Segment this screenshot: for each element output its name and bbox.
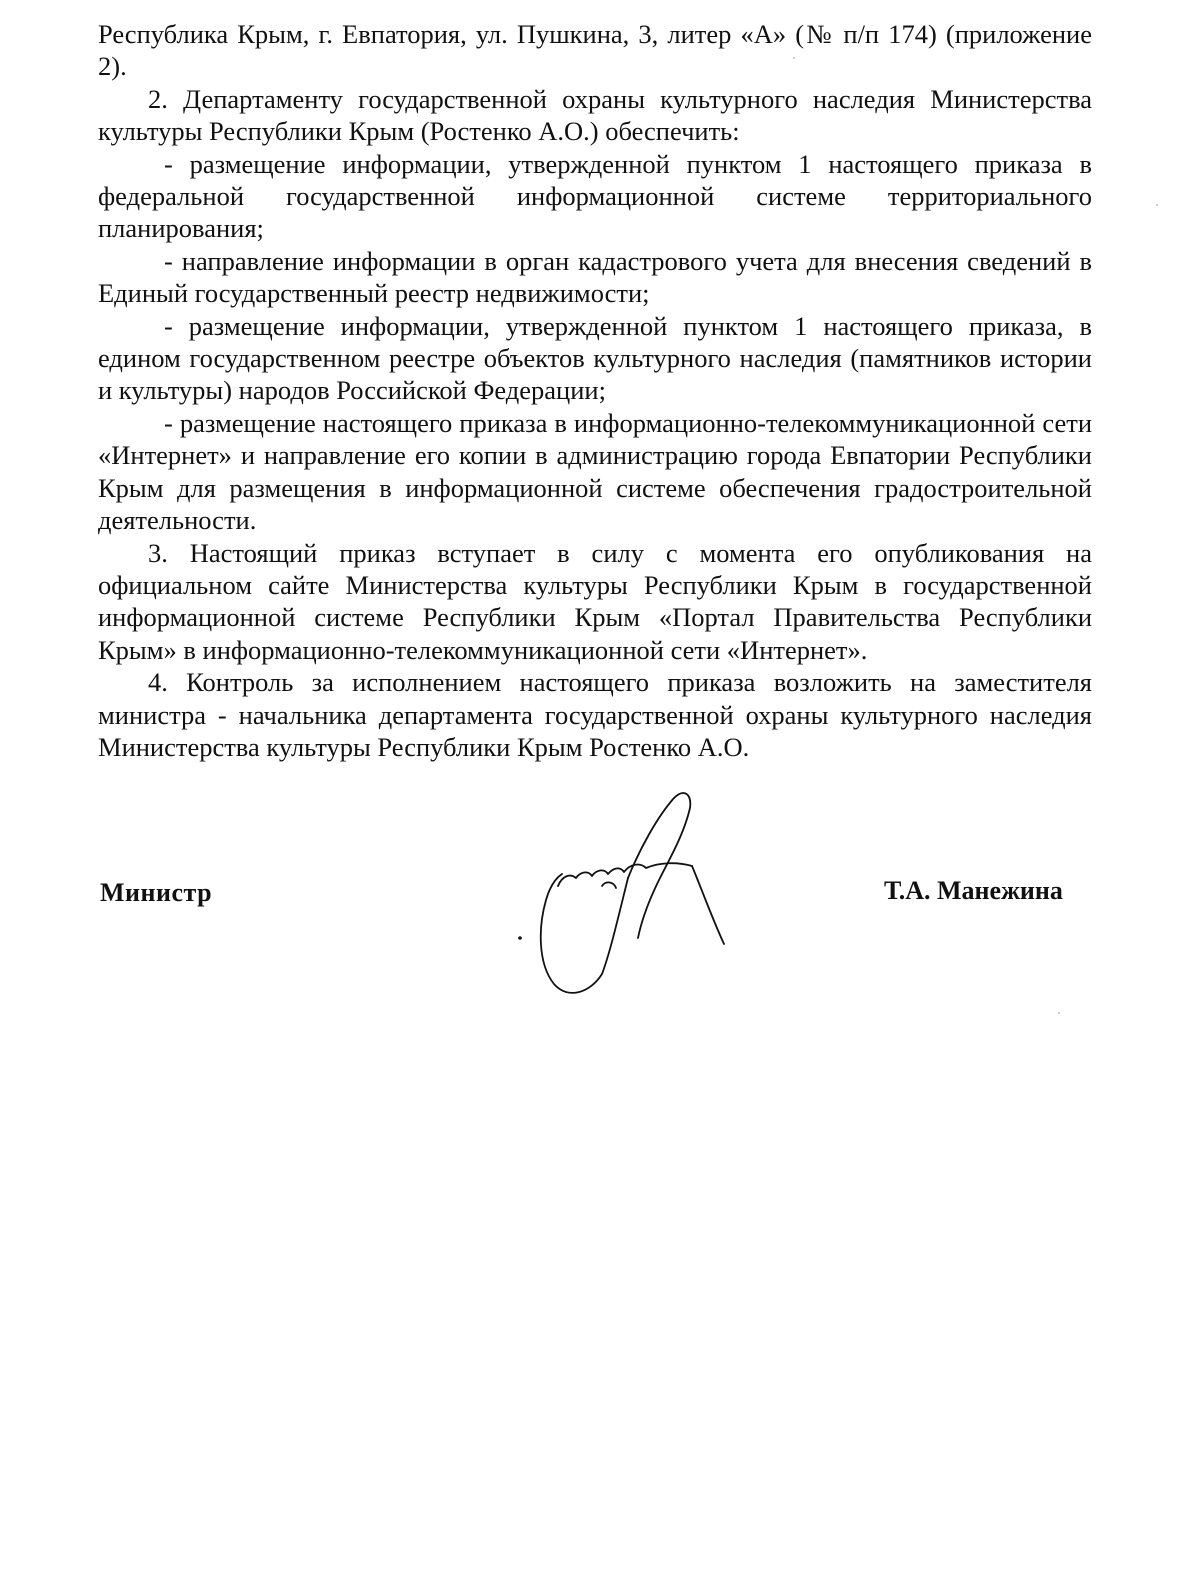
paragraph-continuation: Республика Крым, г. Евпатория, ул. Пушкина, 3, литер «А» (№ п/п 174) (приложение 2). <box>98 19 1092 82</box>
paragraph-dash-1: - размещение информации, утвержденной пунктом 1 настоящего приказа в федеральной государственной информационной системе территориального планирования; <box>98 148 1092 244</box>
paragraph-item-2: 2. Департаменту государственной охраны культурного наследия Министерства культуры Республики Крым (Ростенко А.О.) обеспечить: <box>98 83 1092 147</box>
signer-position: Министр <box>100 878 213 907</box>
paragraph-dash-3: - размещение информации, утвержденной пунктом 1 настоящего приказа, в едином государственном реестре объектов культурного наследия (памятников истории и культуры) народов Российской Федерации; <box>98 310 1092 406</box>
paragraph-item-4: 4. Контроль за исполнением настоящего приказа возложить на заместителя министра - начальника департамента государственной охраны культурного наследия Министерства культуры Республики Крым Ростенко А.О. <box>98 667 1092 762</box>
document-body <box>98 18 1092 763</box>
paragraph-item-3: 3. Настоящий приказ вступает в силу с момента его опубликования на официальном сайте Министерства культуры Республики Крым в государственной информационной системе Республики Крым «Портал Правительства Республики Крым» в информационно-телекоммуникационной сети «Интернет». <box>98 537 1092 665</box>
scan-speck <box>793 57 795 59</box>
scan-speck <box>1156 204 1158 206</box>
signer-name: Т.А. Манежина <box>884 876 1063 905</box>
handwritten-signature <box>510 778 740 1003</box>
scan-speck <box>1058 1012 1060 1014</box>
signature-block <box>0 770 1200 1010</box>
paragraph-dash-2: - направление информации в орган кадастрового учета для внесения сведений в Единый государственный реестр недвижимости; <box>98 245 1092 309</box>
paragraph-dash-4: - размещение настоящего приказа в информационно-телекоммуникационной сети «Интернет» и направление его копии в администрацию города Евпатории Республики Крым для размещения в информационной системе обеспечения градостроительной деятельности. <box>98 407 1092 536</box>
